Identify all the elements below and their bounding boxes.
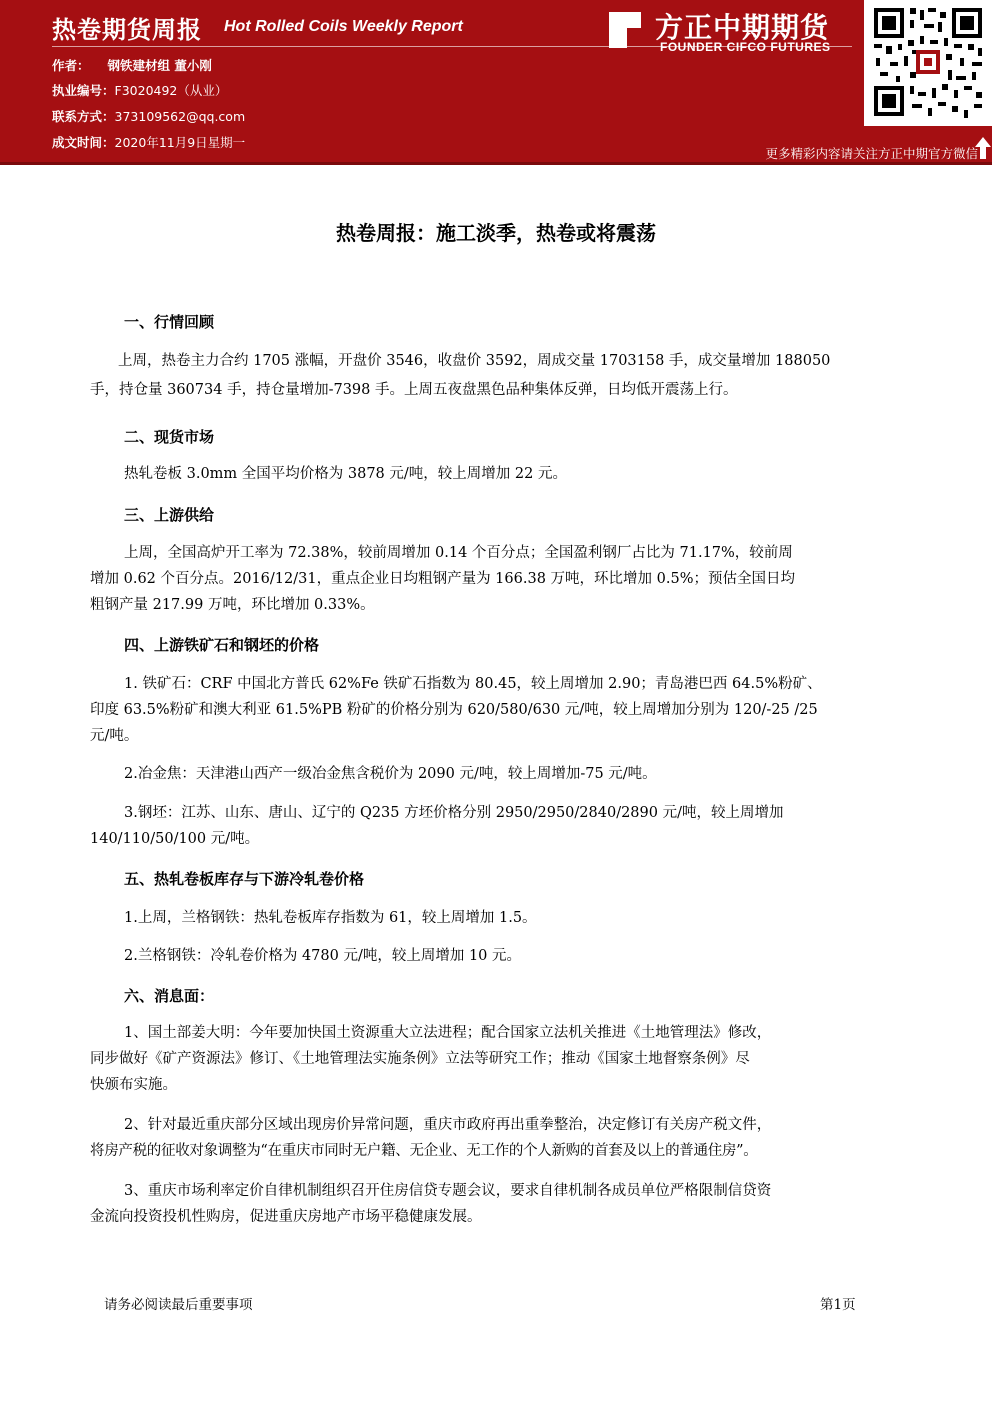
up-arrow-icon (974, 136, 992, 160)
report-title-en: Hot Rolled Coils Weekly Report (224, 18, 463, 35)
paragraph-spot-market: 热轧卷板 3.0mm 全国平均价格为 3878 元/吨，较上周增加 22 元。 (124, 466, 567, 482)
paragraph-market-review-line-1: 上周，热卷主力合约 1705 涨幅，开盘价 3546，收盘价 3592，周成交量 1703158 手，成交量增加 188050 (118, 353, 831, 369)
header-divider (0, 162, 992, 165)
section-heading-inventory-cold-rolled: 五、热轧卷板库存与下游冷轧卷价格 (124, 870, 365, 888)
paragraph-news-1-line-2: 同步做好《矿产资源法》修订、《土地管理法实施条例》立法等研究工作；推动《国家土地督察条例》尽 (90, 1051, 750, 1067)
license-label: 执业编号： (52, 83, 115, 98)
section-heading-market-review: 一、行情回顾 (124, 313, 215, 331)
date-value: 2020年11月9日星期一 (114, 135, 246, 150)
paragraph-upstream-supply-line-2: 增加 0.62 个百分点。2016/12/31，重点企业日均粗钢产量为 166.38 万吨，环比增加 0.5%；预估全国日均 (90, 571, 795, 587)
paragraph-billet-line-1: 3.钢坯：江苏、山东、唐山、辽宁的 Q235 方坯价格分别 2950/2950/2840/2890 元/吨，较上周增加 (124, 805, 784, 821)
qr-code-icon (864, 0, 992, 126)
paragraph-iron-ore-line-2: 印度 63.5%粉矿和澳大利亚 61.5%PB 粉矿的价格分别为 620/580/630 元/吨，较上周增加分别为 120/-25 /25 (90, 702, 818, 718)
section-heading-ore-billet-prices: 四、上游铁矿石和钢坯的价格 (124, 636, 320, 654)
paragraph-cold-rolled-price: 2.兰格钢铁：冷轧卷价格为 4780 元/吨，较上周增加 10 元。 (124, 948, 522, 964)
section-heading-upstream-supply: 三、上游供给 (124, 506, 215, 524)
date-row (52, 133, 245, 151)
author-row (52, 56, 212, 74)
date-label: 成文时间： (52, 135, 115, 150)
follow-wechat-text: 更多精彩内容请关注方正中期官方微信 (765, 146, 978, 161)
paragraph-news-3-line-1: 3、重庆市场利率定价自律机制组织召开住房信贷专题会议，要求自律机制各成员单位严格限制信贷资 (124, 1183, 772, 1199)
paragraph-iron-ore-line-1: 1. 铁矿石：CRF 中国北方普氏 62%Fe 铁矿石指数为 80.45，较上周增加 2.90；青岛港巴西 64.5%粉矿、 (124, 676, 822, 692)
founder-logo-icon (605, 8, 645, 52)
paragraph-upstream-supply-line-1: 上周，全国高炉开工率为 72.38%，较前周增加 0.14 个百分点；全国盈利钢厂占比为 71.17%，较前周 (124, 545, 793, 561)
paragraph-market-review-line-2: 手，持仓量 360734 手，持仓量增加-7398 手。上周五夜盘黑色品种集体反弹，日均低开震荡上行。 (90, 382, 738, 398)
paragraph-upstream-supply-line-3: 粗钢产量 217.99 万吨，环比增加 0.33%。 (90, 597, 375, 613)
author-value: 钢铁建材组 董小刚 (107, 58, 212, 73)
contact-label: 联系方式： (52, 109, 115, 124)
paragraph-news-1-line-3: 快颁布实施。 (90, 1077, 177, 1093)
section-heading-spot-market: 二、现货市场 (124, 428, 215, 446)
paragraph-coke: 2.冶金焦：天津港山西产一级冶金焦含税价为 2090 元/吨，较上周增加-75 元/吨。 (124, 766, 657, 782)
brand-name-en: FOUNDER CIFCO FUTURES (660, 40, 831, 54)
author-label: 作者： (52, 58, 90, 73)
footer-notice: 请务必阅读最后重要事项 (104, 1297, 253, 1313)
document-title: 热卷周报：施工淡季，热卷或将震荡 (336, 221, 656, 245)
license-row (52, 81, 227, 99)
paragraph-iron-ore-line-3: 元/吨。 (90, 728, 139, 744)
paragraph-news-2-line-2: 将房产税的征收对象调整为“在重庆市同时无户籍、无企业、无工作的个人新购的首套及以上的普通住房”。 (90, 1143, 758, 1159)
page-number: 第1页 (820, 1297, 856, 1313)
contact-value: 373109562@qq.com (114, 109, 246, 124)
paragraph-news-3-line-2: 金流向投资投机性购房，促进重庆房地产市场平稳健康发展。 (90, 1209, 482, 1225)
paragraph-news-2-line-1: 2、针对最近重庆部分区域出现房价异常问题，重庆市政府再出重拳整治，决定修订有关房产税文件， (124, 1117, 772, 1133)
section-heading-news: 六、消息面： (124, 987, 215, 1005)
report-title-cn: 热卷期货周报 (52, 16, 202, 44)
paragraph-news-1-line-1: 1、国土部姜大明：今年要加快国土资源重大立法进程；配合国家立法机关推进《土地管理法》修改， (124, 1025, 772, 1041)
brand-name-cn: 方正中期期货 (655, 11, 830, 44)
contact-row (52, 107, 245, 125)
paragraph-billet-line-2: 140/110/50/100 元/吨。 (90, 831, 260, 847)
license-value: F3020492（从业） (114, 83, 228, 98)
paragraph-hrc-inventory: 1.上周，兰格钢铁：热轧卷板库存指数为 61，较上周增加 1.5。 (124, 910, 537, 926)
